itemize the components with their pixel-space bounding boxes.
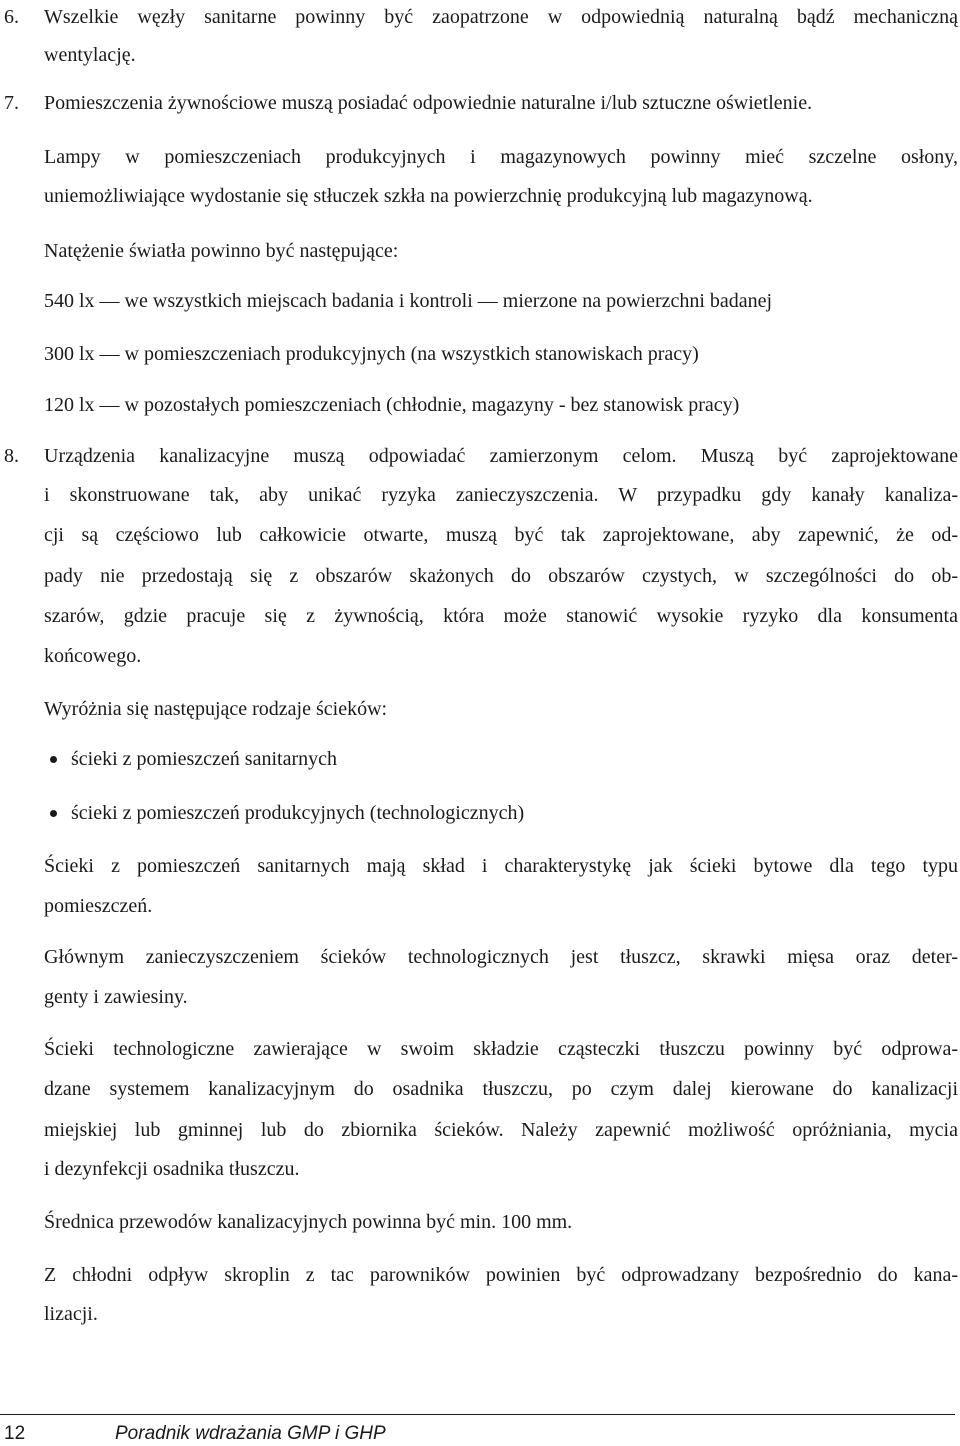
list-number: 7. — [4, 92, 19, 114]
footer-title: Poradnik wdrażania GMP i GHP — [115, 1423, 386, 1444]
cold-para-line-1: Z chłodni odpływ skroplin z tac parowników powinien być odprowadzany bezpośrednio do kana- — [44, 1264, 958, 1286]
bullet-icon — [50, 756, 57, 763]
tech-para-line-1: Ścieki technologiczne zawierające w swoim składzie cząsteczki tłuszczu powinny być odprowa- — [44, 1038, 958, 1060]
tech-para-line-3: miejskiej lub gminnej lub do zbiornika ścieków. Należy zapewnić możliwość opróżniania, mycia — [44, 1119, 958, 1141]
item-7-line-1: Pomieszczenia żywnościowe muszą posiadać odpowiednie naturalne i/lub sztuczne oświetlenie. — [44, 92, 813, 114]
item-8-line-4: pady nie przedostają się z obszarów skażonych do obszarów czystych, w szczególności do ob- — [44, 565, 958, 587]
page-number: 12 — [4, 1423, 26, 1444]
item-8-line-6: końcowego. — [44, 645, 142, 667]
sewage-type-sanitary: ścieki z pomieszczeń sanitarnych — [71, 748, 337, 770]
tech-para-line-4: i dezynfekcji osadnika tłuszczu. — [44, 1158, 300, 1180]
diameter-para: Średnica przewodów kanalizacyjnych powinna być min. 100 mm. — [44, 1211, 573, 1233]
light-level-300: 300 lx — w pomieszczeniach produkcyjnych (na wszystkich stanowiskach pracy) — [44, 343, 699, 365]
list-number: 6. — [4, 6, 19, 28]
item-8-line-3: cji są częściowo lub całkowicie otwarte, muszą być tak zaprojektowane, aby zapewnić, że od- — [44, 524, 958, 546]
lamps-para-line-2: uniemożliwiające wydostanie się stłuczek szkła na powierzchnię produkcyjną lub magazynową. — [44, 185, 813, 207]
list-number: 8. — [4, 445, 19, 467]
footer-divider — [0, 1414, 955, 1415]
bullet-icon — [50, 810, 57, 817]
item-6-line-1: Wszelkie węzły sanitarne powinny być zaopatrzone w odpowiednią naturalną bądź mechaniczną — [44, 6, 958, 28]
light-intro: Natężenie światła powinno być następujące: — [44, 240, 399, 262]
item-8-line-2: i skonstruowane tak, aby unikać ryzyka zanieczyszczenia. W przypadku gdy kanały kanaliza- — [44, 484, 958, 506]
cold-para-line-2: lizacji. — [44, 1303, 98, 1325]
sewage-intro: Wyróżnia się następujące rodzaje ścieków: — [44, 698, 388, 720]
item-8-line-5: szarów, gdzie pracuje się z żywnością, która może stanowić wysokie ryzyko dla konsumenta — [44, 605, 958, 627]
sewage-type-production: ścieki z pomieszczeń produkcyjnych (technologicznych) — [71, 802, 525, 824]
item-6-line-2: wentylację. — [44, 44, 136, 66]
pollutant-para-line-1: Głównym zanieczyszczeniem ścieków technologicznych jest tłuszcz, skrawki mięsa oraz deter- — [44, 946, 958, 968]
light-level-120: 120 lx — w pozostałych pomieszczeniach (chłodnie, magazyny - bez stanowisk pracy) — [44, 394, 740, 416]
light-level-540: 540 lx — we wszystkich miejscach badania i kontroli — mierzone na powierzchni badanej — [44, 290, 773, 312]
lamps-para-line-1: Lampy w pomieszczeniach produkcyjnych i magazynowych powinny mieć szczelne osłony, — [44, 146, 958, 168]
sanitary-para-line-2: pomieszczeń. — [44, 895, 153, 917]
pollutant-para-line-2: genty i zawiesiny. — [44, 986, 188, 1008]
tech-para-line-2: dzane systemem kanalizacyjnym do osadnika tłuszczu, po czym dalej kierowane do kanalizacji — [44, 1078, 958, 1100]
item-8-line-1: Urządzenia kanalizacyjne muszą odpowiadać zamierzonym celom. Muszą być zaprojektowane — [44, 445, 958, 467]
sanitary-para-line-1: Ścieki z pomieszczeń sanitarnych mają skład i charakterystykę jak ścieki bytowe dla tego typu — [44, 855, 958, 877]
